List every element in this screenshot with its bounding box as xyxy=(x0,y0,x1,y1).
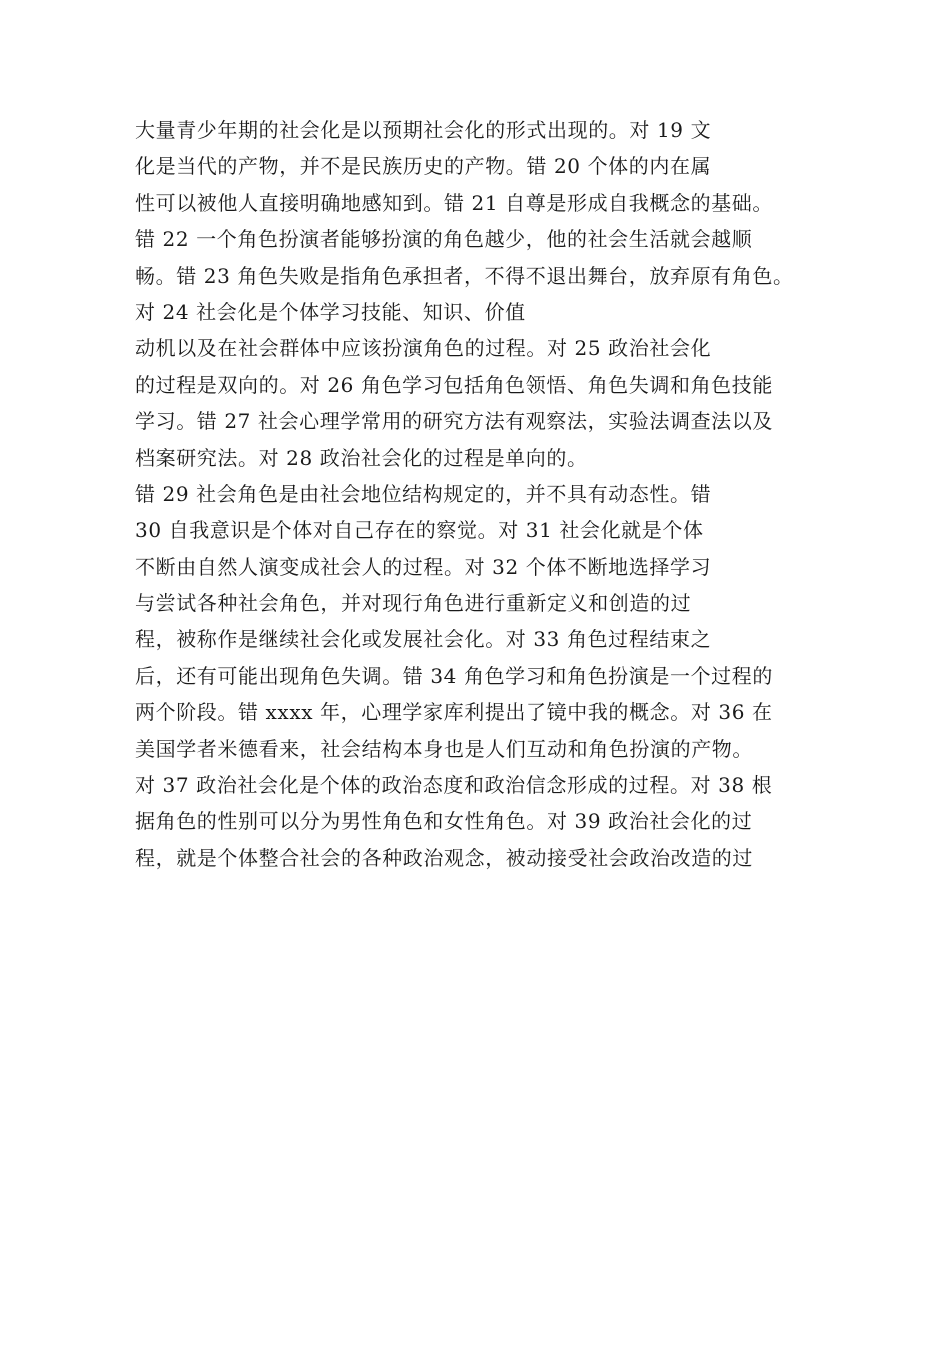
text-line: 不断由自然人演变成社会人的过程。对 32 个体不断地选择学习 xyxy=(135,554,712,579)
text-line: 程，被称作是继续社会化或发展社会化。对 33 角色过程结束之 xyxy=(135,627,712,652)
text-line: 错 22 一个角色扮演者能够扮演的角色越少，他的社会生活就会越顺 xyxy=(135,227,753,252)
text-line: 学习。错 27 社会心理学常用的研究方法有观察法，实验法调查法以及 xyxy=(135,409,773,434)
text-line: 档案研究法。对 28 政治社会化的过程是单向的。 xyxy=(135,445,588,470)
text-line: 性可以被他人直接明确地感知到。错 21 自尊是形成自我概念的基础。 xyxy=(135,190,773,215)
text-line: 对 24 社会化是个体学习技能、知识、价值 xyxy=(135,299,526,324)
text-line: 两个阶段。错 xxxx 年，心理学家库利提出了镜中我的概念。对 36 在 xyxy=(135,700,773,725)
text-line: 据角色的性别可以分为男性角色和女性角色。对 39 政治社会化的过 xyxy=(135,809,753,834)
text-line: 后，还有可能出现角色失调。错 34 角色学习和角色扮演是一个过程的 xyxy=(135,663,773,688)
text-line: 动机以及在社会群体中应该扮演角色的过程。对 25 政治社会化 xyxy=(135,336,712,361)
text-line: 程，就是个体整合社会的各种政治观念，被动接受社会政治改造的过 xyxy=(135,845,753,870)
text-line: 大量青少年期的社会化是以预期社会化的形式出现的。对 19 文 xyxy=(135,118,712,142)
text-line: 化是当代的产物，并不是民族历史的产物。错 20 个体的内在属 xyxy=(135,154,712,179)
text-line: 美国学者米德看来，社会结构本身也是人们互动和角色扮演的产物。 xyxy=(135,736,753,761)
text-line: 的过程是双向的。对 26 角色学习包括角色领悟、角色失调和角色技能 xyxy=(135,372,773,397)
text-line: 错 29 社会角色是由社会地位结构规定的，并不具有动态性。错 xyxy=(135,481,712,506)
text-line: 30 自我意识是个体对自己存在的察觉。对 31 社会化就是个体 xyxy=(135,518,704,543)
body-text xyxy=(135,112,815,876)
text-line: 对 37 政治社会化是个体的政治态度和政治信念形成的过程。对 38 根 xyxy=(135,773,773,798)
text-line: 与尝试各种社会角色，并对现行角色进行重新定义和创造的过 xyxy=(135,591,692,616)
text-line: 畅。错 23 角色失败是指角色承担者，不得不退出舞台，放弃原有角色。 xyxy=(135,263,794,288)
